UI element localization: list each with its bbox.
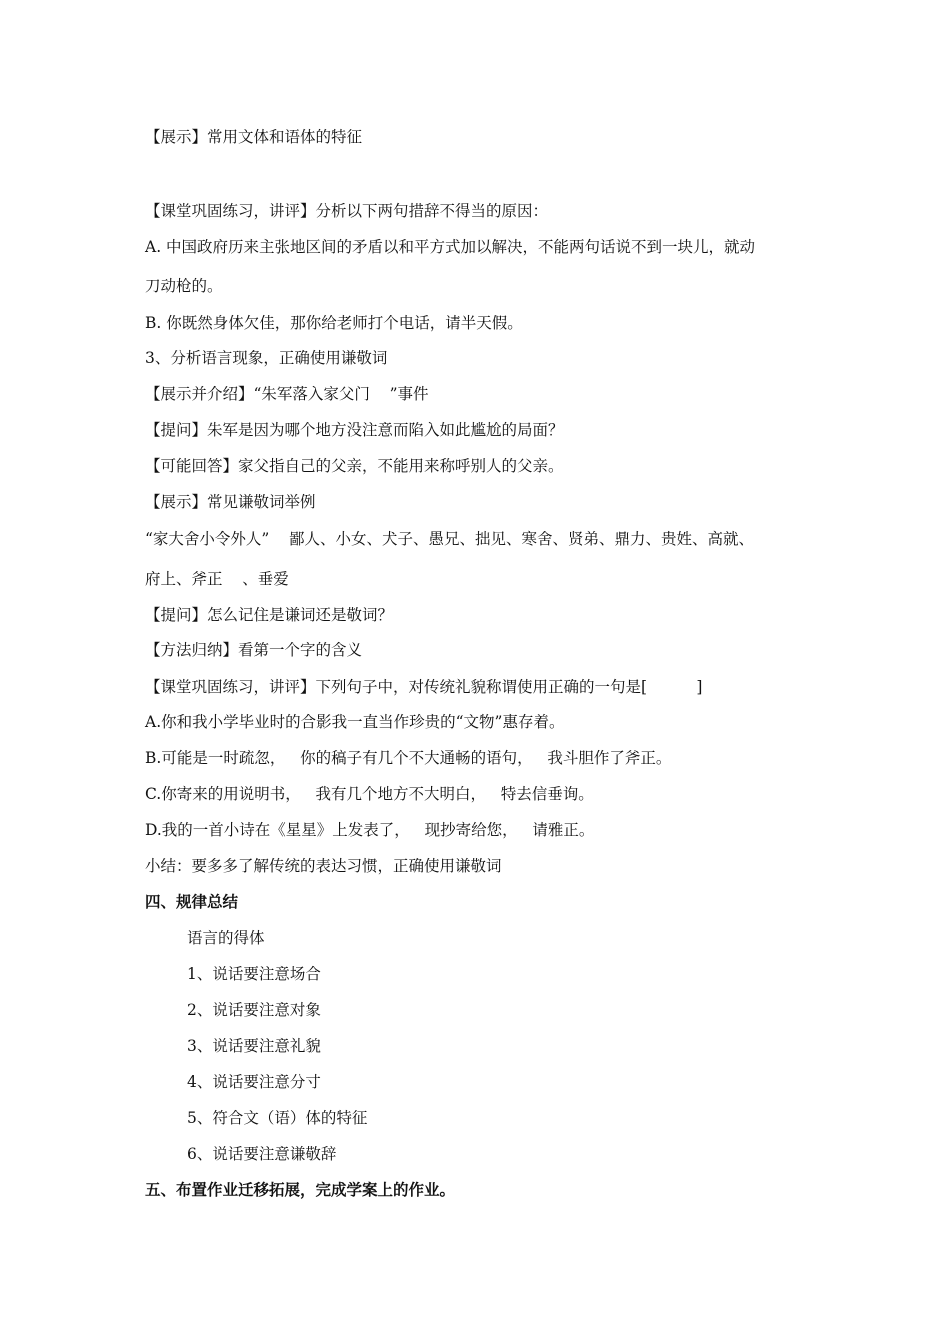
rule-item: 2、说话要注意对象	[187, 1001, 321, 1019]
method-summary: 【方法归纳】看第一个字的含义	[145, 641, 363, 659]
question-zhujun: 【提问】朱军是因为哪个地方没注意而陷入如此尴尬的局面？	[145, 421, 564, 439]
exercise-1-prompt: 【课堂巩固练习，讲评】分析以下两句措辞不得当的原因：	[145, 202, 549, 220]
exercise-2-option-d: D.我的一首小诗在《星星》上发表了， 现抄寄给您， 请雅正。	[145, 821, 595, 839]
zhujun-event: 【展示并介绍】“朱军落入家父门 ”事件	[145, 385, 429, 403]
exercise-2-option-b: B.可能是一时疏忽， 你的稿子有几个不大通畅的语句， 我斗胆作了斧正。	[145, 749, 672, 767]
rule-item: 3、说话要注意礼貌	[187, 1037, 321, 1055]
exercise-2-option-a: A.你和我小学毕业时的合影我一直当作珍贵的“文物”惠存着。	[145, 713, 565, 731]
rule-item: 5、符合文（语）体的特征	[187, 1109, 368, 1127]
exercise-1-option-a-cont: 刀动枪的。	[145, 277, 223, 295]
honorific-examples: “家大舍小令外人” 鄙人、小女、犬子、愚兄、拙见、寒舍、贤弟、鼎力、贵姓、高就、	[145, 530, 755, 548]
rule-item: 4、说话要注意分寸	[187, 1073, 321, 1091]
exercise-1-option-b: B. 你既然身体欠佳，那你给老师打个电话，请半天假。	[145, 314, 523, 332]
exercise-2-prompt: 【课堂巩固练习，讲评】下列句子中，对传统礼貌称谓使用正确的一句是[ ]	[145, 678, 703, 696]
show-honorifics: 【展示】常见谦敬词举例	[145, 493, 316, 511]
section-5-heading: 五、布置作业迁移拓展，完成学案上的作业。	[145, 1180, 456, 1199]
show-style-features: 【展示】常用文体和语体的特征	[145, 128, 363, 146]
exercise-1-option-a: A. 中国政府历来主张地区间的矛盾以和平方式加以解决，不能两句话说不到一块儿，就动	[145, 238, 756, 256]
section-4-subtitle: 语言的得体	[187, 929, 265, 947]
step-3-title: 3、分析语言现象，正确使用谦敬词	[145, 349, 388, 367]
section-4-heading: 四、规律总结	[145, 892, 239, 911]
honorific-examples-cont: 府上、斧正 、垂爱	[145, 570, 289, 588]
rule-item: 1、说话要注意场合	[187, 965, 321, 983]
summary-line: 小结：要多多了解传统的表达习惯，正确使用谦敬词	[145, 857, 502, 875]
rule-item: 6、说话要注意谦敬辞	[187, 1145, 337, 1163]
possible-answer: 【可能回答】家父指自己的父亲，不能用来称呼别人的父亲。	[145, 457, 564, 475]
question-remember: 【提问】怎么记住是谦词还是敬词？	[145, 606, 394, 624]
exercise-2-option-c: C.你寄来的用说明书， 我有几个地方不大明白， 特去信垂询。	[145, 785, 594, 803]
